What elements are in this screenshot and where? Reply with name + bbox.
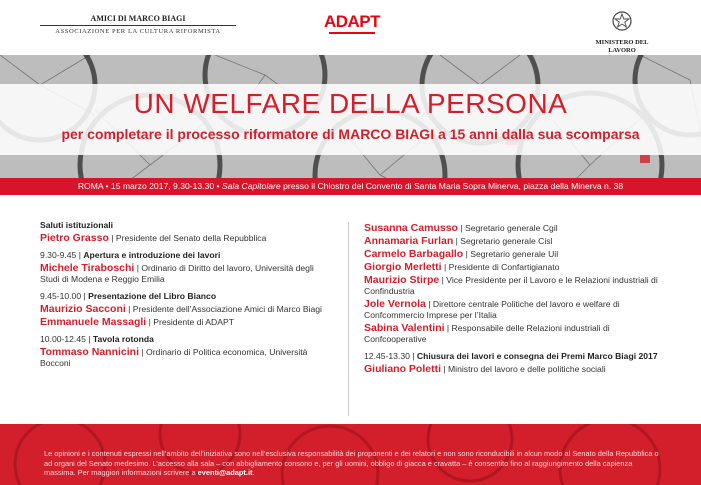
time-slot: 10.00-12.45 | (40, 334, 93, 344)
speaker-name: Jole Vernola (364, 298, 426, 310)
speaker-role: | Ordinario di Diritto del lavoro, Università degli Studi di Modena e Reggio Emilia (40, 263, 314, 284)
speaker-name: Emmanuele Massagli (40, 316, 147, 328)
speaker-name: Carmelo Barbagallo (364, 248, 464, 260)
speaker-entry (364, 262, 664, 273)
left-logo-title: AMICI DI MARCO BIAGI (90, 14, 186, 23)
ministero-line1: MINISTERO DEL LAVORO (595, 39, 649, 54)
speaker-name: Maurizio Stirpe (364, 274, 440, 286)
program-left-column (40, 220, 332, 371)
program-section (364, 351, 664, 362)
event-date-time: ROMA • 15 marzo 2017, 9.30-13.30 • (77, 181, 220, 191)
speaker-name: Michele Tiraboschi (40, 262, 135, 274)
adapt-logo (322, 13, 382, 34)
speaker-role: | Responsabile delle Relazioni industriali di Confcooperative (364, 323, 610, 344)
speaker-entry (40, 233, 332, 244)
contact-email-link[interactable]: eventi@adapt.it (197, 468, 253, 478)
program-section (40, 291, 332, 302)
footer-disclaimer (44, 449, 664, 478)
section-heading: Presentazione del Libro Bianco (88, 291, 217, 301)
speaker-entry (364, 299, 664, 321)
speaker-role: | Presidente dell’Associazione Amici di Marco Biagi (125, 304, 322, 314)
speaker-name: Pietro Grasso (40, 232, 109, 244)
time-slot: 9.30-9.45 | (40, 250, 84, 260)
speaker-name: Tommaso Nannicini (40, 346, 139, 358)
left-logo-subtitle: ASSOCIAZIONE PER LA CULTURA RIFORMISTA (55, 28, 221, 35)
italian-emblem-icon (611, 10, 633, 32)
program-section (40, 334, 332, 345)
speaker-role: | Vice Presidente per il Lavoro e le Relazioni industriali di Confindustria (364, 275, 658, 296)
speaker-name: Sabina Valentini (364, 322, 445, 334)
speaker-entry (364, 323, 664, 345)
speaker-role: | Presidente di ADAPT (146, 317, 234, 327)
section-heading: Saluti istituzionali (40, 220, 114, 230)
time-slot: 9.45-10.00 | (40, 291, 89, 301)
speaker-entry (40, 317, 332, 328)
speaker-entry (364, 236, 664, 247)
time-slot: 12.45-13.30 | (364, 351, 417, 361)
section-heading: Chiusura dei lavori e consegna dei Premi Marco Biagi 2017 (416, 351, 658, 361)
speaker-role: | Segretario generale Uil (463, 249, 559, 259)
section-heading: Tavola rotonda (92, 334, 154, 344)
speaker-name: Giorgio Merletti (364, 261, 442, 273)
speaker-name: Annamaria Furlan (364, 235, 454, 247)
speaker-entry (364, 223, 664, 234)
program-right-column (364, 221, 664, 377)
adapt-logo-bar (329, 32, 375, 34)
speaker-role: | Segretario generale Cgil (457, 223, 558, 233)
speaker-role: | Ministro del lavoro e delle politiche sociali (441, 364, 606, 374)
speaker-entry (40, 304, 332, 315)
column-divider (348, 222, 349, 416)
speaker-name: Giuliano Poletti (364, 363, 442, 375)
event-title: UN WELFARE DELLA PERSONA (133, 88, 568, 119)
speaker-role: | Ordinario di Politica economica, Università Bocconi (40, 347, 308, 368)
speaker-name: Susanna Camusso (364, 222, 458, 234)
speaker-entry (40, 263, 332, 285)
speaker-name: Maurizio Sacconi (40, 303, 126, 315)
amici-marco-biagi-logo (40, 14, 236, 35)
speaker-entry (364, 275, 664, 297)
speaker-entry (364, 364, 664, 375)
event-info-bar (0, 178, 701, 195)
adapt-logo-text: ADAPT (323, 12, 381, 31)
speaker-role: | Direttore centrale Politiche del lavoro e welfare di Confcommercio Imprese per l’Italia (364, 299, 620, 320)
speaker-entry (40, 347, 332, 369)
event-location: presso il Chiostro del Convento di Santa Maria Sopra Minerva, piazza della Minerva n. 38 (283, 181, 624, 191)
speaker-role: | Presidente di Confartigianato (441, 262, 560, 272)
event-subtitle: per completare il processo riformatore di MARCO BIAGI a 15 anni dalla sua scomparsa (61, 126, 640, 142)
disclaimer-end: . (252, 468, 255, 478)
speaker-role: | Presidente del Senato della Repubblica (108, 233, 267, 243)
section-heading: Apertura e introduzione dei lavori (83, 250, 221, 260)
speaker-entry (364, 249, 664, 260)
speaker-role: | Segretario generale Cisl (453, 236, 553, 246)
disclaimer-text: Le opinioni e i contenuti espressi nell’ambito dell’iniziativa sono nell’esclusiva responsabilità dei proponenti e dei relatori e non sono riconducibili in alcun modo al Senato della Repubblica o ad organi del Senato medesimo. L’accesso alla sala – con abbigliamento consono e, per gli uomini, obbligo di giacca e cravatta – è consentito fino al raggiungimento della capienza massima. Per maggiori informazioni scrivere a (44, 449, 659, 478)
program-section (40, 250, 332, 261)
event-room: Sala Capitolare (221, 181, 281, 191)
left-logo-rule (40, 25, 236, 26)
